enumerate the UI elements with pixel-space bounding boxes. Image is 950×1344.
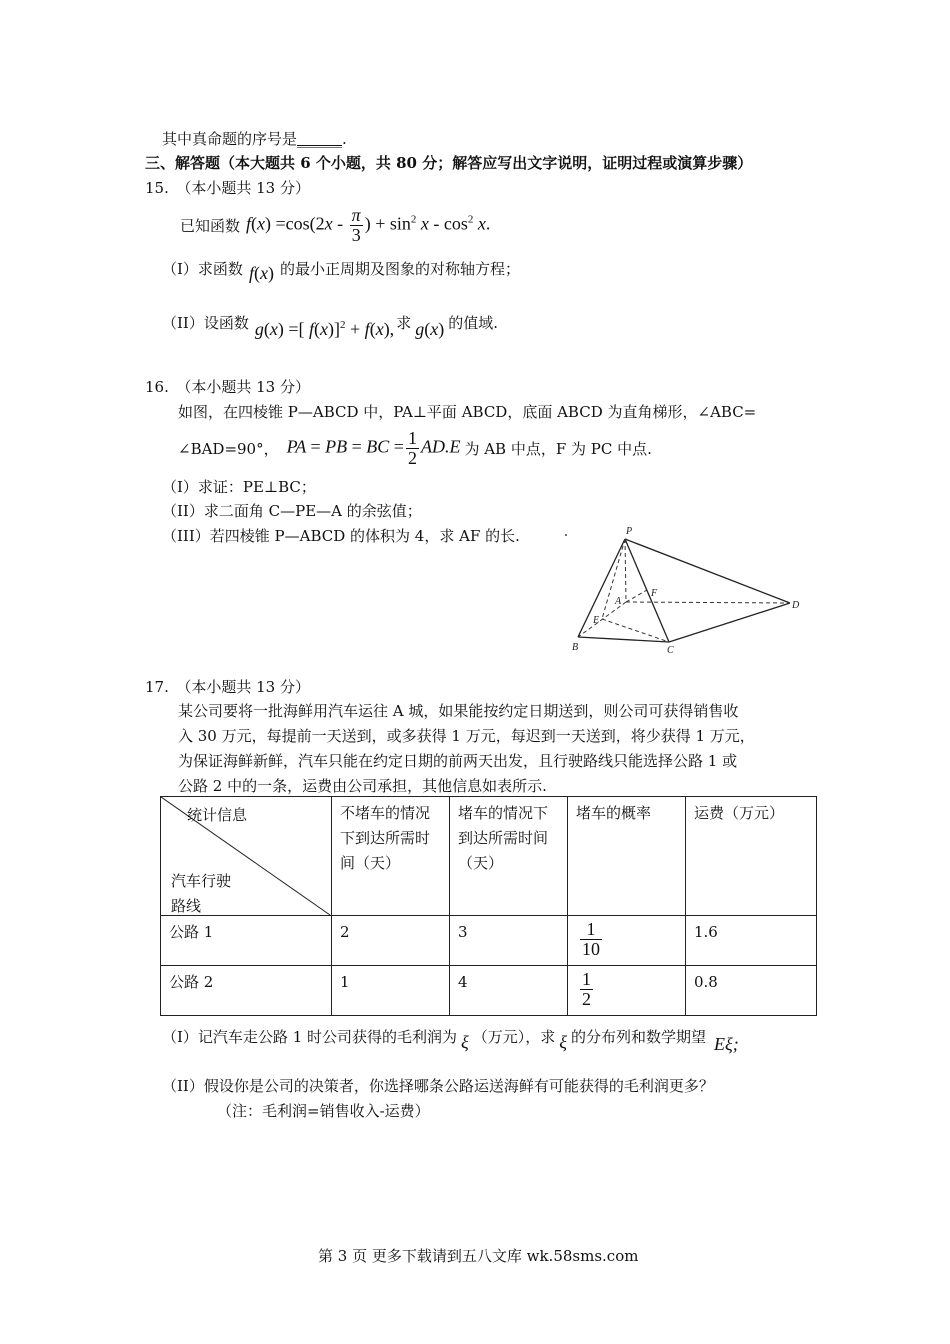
label-D: D <box>792 600 800 611</box>
label-F: F <box>651 588 658 599</box>
expectation-symbol: Eξ; <box>713 1034 739 1054</box>
q16-part2: （II）求二面角 C—PE—A 的余弦值； <box>162 502 422 520</box>
q15-gx: g(x) <box>415 319 445 339</box>
q15-header: 15. （本小题共 13 分） <box>145 179 310 197</box>
q16-equation: PA = PB = BC = $\frac{1}{2}$ AD.E <box>286 427 461 468</box>
q15-g-formula: g(x) =[ f(x)]$^2$ + f(x), <box>254 319 395 339</box>
table-row <box>161 916 817 966</box>
q15-part2: （II）设函数 g(x) =[ f(x)]$^2$ + f(x), 求 g(x) 的值域. <box>162 314 498 339</box>
jam-cell: 3 <box>450 916 568 966</box>
q16-line2: ∠BAD=90°， PA = PB = BC = $\frac{1}{2}$ AD.E 为 AB 中点，F 为 PC 中点. <box>178 427 652 468</box>
label-E: E <box>593 615 600 626</box>
cost-cell: 1.6 <box>686 916 817 966</box>
intro-line: 其中真命题的序号是______. <box>162 130 347 148</box>
page-footer: 第 3 页 更多下载请到五八文库 wk.58sms.com <box>318 1247 639 1265</box>
no-jam-cell: 1 <box>332 966 450 1016</box>
header-no-jam-time: 不堵车的情况 下到达所需时 间（天） <box>332 797 450 916</box>
edge-CD <box>669 603 790 642</box>
q16-line1: 如图，在四棱锥 P—ABCD 中，PA⊥平面 ABCD，底面 ABCD 为直角梯形，∠ABC= <box>178 403 757 421</box>
q17-para-line: 某公司要将一批海鲜用汽车运往 A 城，如果能按约定日期送到，则公司可获得销售收 <box>178 702 739 720</box>
no-jam-cell: 2 <box>332 916 450 966</box>
jam-cell: 4 <box>450 966 568 1016</box>
label-B: B <box>572 642 579 653</box>
q17-part2: （II）假设你是公司的决策者，你选择哪条公路运送海鲜有可能获得的毛利润更多？ <box>162 1077 714 1095</box>
edge-AD <box>626 602 790 603</box>
q16-part1: （I）求证：PE⊥BC； <box>162 478 316 496</box>
q17-note: （注：毛利润=销售收入-运费） <box>217 1102 430 1120</box>
q16-header: 16. （本小题共 13 分） <box>145 378 310 396</box>
probability-fraction: $\frac{1}{10}$ <box>582 919 600 959</box>
edge-PA <box>625 539 626 602</box>
segment-AF <box>626 590 647 602</box>
corner-top-label: 统计信息 <box>187 806 248 824</box>
corner-bottom-label: 汽车行驶 路线 <box>171 872 232 915</box>
header-jam-time: 堵车的情况下 到达所需时间 （天） <box>450 797 568 916</box>
xi-symbol: ξ <box>461 1032 469 1052</box>
table-corner-cell <box>161 797 332 916</box>
xi-symbol: ξ <box>559 1032 567 1052</box>
q17-para-line: 公路 2 中的一条，运费由公司承担，其他信息如表所示. <box>178 777 547 795</box>
label-P: P <box>626 526 633 537</box>
edge-PB <box>578 539 625 637</box>
probability-fraction: $\frac{1}{2}$ <box>582 969 591 1009</box>
q17-para-line: 为保证海鲜新鲜，汽车只能在约定日期的前两天出发，且行驶路线只能选择公路 1 或 <box>178 752 738 770</box>
edge-PD <box>625 539 790 603</box>
q16-part3: （III）若四棱锥 P—ABCD 的体积为 4，求 AF 的长. <box>162 527 520 545</box>
q17-header: 17. （本小题共 13 分） <box>145 678 310 696</box>
q15-stem: 已知函数 f(x) =cos(2x - $\frac{\pi}{3}$ ) + $\sin^2 x - \cos^2 x$. <box>180 204 491 245</box>
route-info-table <box>160 796 817 1016</box>
header-jam-probability: 堵车的概率 <box>568 797 686 916</box>
answer-blank: ______ <box>297 130 343 148</box>
q17-part1: （I）记汽车走公路 1 时公司获得的毛利润为 ξ （万元），求 ξ 的分布列和数学期望 Eξ; <box>162 1028 739 1054</box>
table-row <box>161 966 817 1016</box>
section-heading: 三、解答题（本大题共 6 个小题，共 80 分；解答应写出文字说明，证明过程或演算步骤） <box>145 154 753 172</box>
label-A: A <box>615 596 622 607</box>
label-C: C <box>667 645 674 656</box>
q17-para-line: 入 30 万元，每提前一天送到，或多获得 1 万元，每迟到一天送到，将少获得 1 万元， <box>178 727 755 745</box>
q15-fx: f(x) <box>248 263 274 283</box>
probability-cell <box>568 966 686 1016</box>
route-cell: 公路 2 <box>161 966 332 1016</box>
header-freight-cost: 运费（万元） <box>686 797 817 916</box>
probability-cell <box>568 916 686 966</box>
q15-part1: （I）求函数 f(x) 的最小正周期及图象的对称轴方程； <box>162 260 520 283</box>
cost-cell: 0.8 <box>686 966 817 1016</box>
route-cell: 公路 1 <box>161 916 332 966</box>
q15-function-formula: f(x) =cos(2x - $\frac{\pi}{3}$ ) + $\sin^2 x - \cos^2 x$. <box>246 204 491 245</box>
table-header-row <box>161 797 817 916</box>
pyramid-figure <box>565 522 815 657</box>
